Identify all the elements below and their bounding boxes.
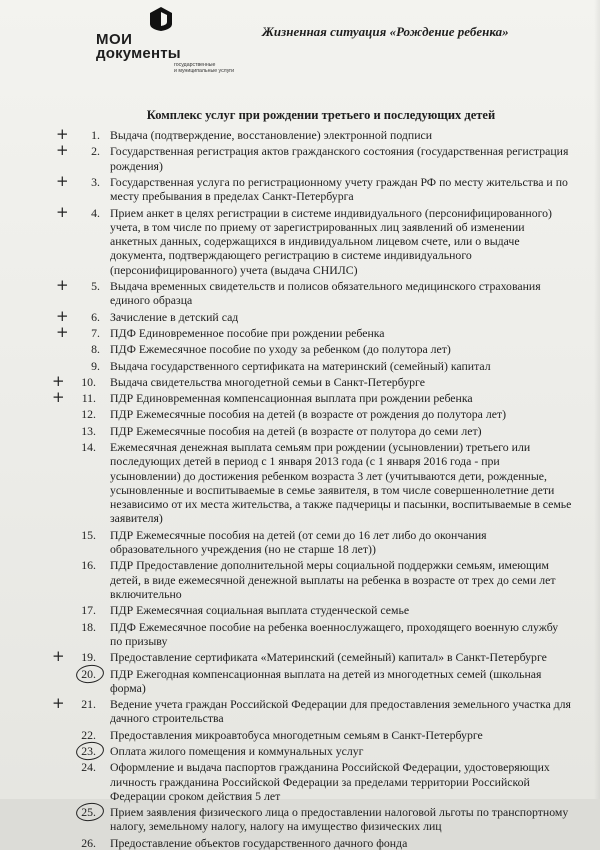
list-item-text	[110, 175, 580, 204]
handwritten-plus-icon: +	[52, 388, 65, 407]
list-item	[0, 359, 600, 373]
list-item-number: 20.	[81, 666, 96, 681]
handwritten-plus-icon: +	[52, 647, 65, 666]
page-shadow	[594, 0, 600, 799]
handwritten-plus-icon: +	[52, 694, 65, 713]
list-item-line: ПДФ Ежемесячное пособие на ребенка военнослужащего, проходящего военную службу	[110, 619, 559, 634]
list-item-number: 18.	[81, 619, 96, 634]
list-item-line: усыновлении) до достижения ребенком возраста 3 лет (учитываются дети, рожденные,	[110, 468, 547, 483]
list-item-line: заявителя)	[110, 511, 163, 526]
list-item	[0, 647, 600, 666]
list-item-line: ПДР Ежемесячная социальная выплата студенческой семье	[110, 603, 410, 618]
list-item-text	[110, 391, 580, 405]
list-item-line: Выдача свидетельства многодетной семьи в Санкт-Петербурге	[110, 374, 425, 389]
list-item-text	[110, 650, 580, 664]
list-item-number: 2.	[91, 144, 100, 159]
list-item-line: личность гражданина Российской Федерации за пределами территории Российской	[110, 774, 530, 789]
list-item-text	[110, 206, 580, 277]
list-item	[0, 125, 600, 143]
list-item-number: 9.	[91, 358, 100, 373]
list-item-line: Государственная регистрация актов гражданского состояния (государственная регистрация	[110, 144, 569, 159]
list-item-line: Зачисление в детский сад	[110, 309, 239, 324]
list-item-number: 25.	[81, 805, 96, 820]
list-item-line: Предоставление объектов государственного дачного фонда	[110, 835, 408, 850]
list-item-number: 3.	[91, 174, 100, 189]
list-item-text	[110, 144, 580, 173]
list-item-number: 21.	[81, 697, 96, 712]
list-item-text	[110, 836, 580, 850]
handwritten-plus-icon: +	[52, 371, 65, 390]
list-item-number: 26.	[81, 835, 96, 850]
list-item	[0, 728, 600, 742]
handwritten-plus-icon: +	[56, 171, 69, 190]
list-item-number: 8.	[91, 342, 100, 357]
list-item-line: дачного строительства	[110, 711, 224, 726]
list-item	[0, 694, 600, 726]
list-item	[0, 141, 600, 173]
list-item-text	[110, 326, 580, 340]
list-item	[0, 424, 600, 438]
list-item	[0, 322, 600, 341]
list-item-text	[110, 528, 580, 557]
list-item-line: ПДР Ежемесячные пособия на детей (в возрасте от рождения до полутора лет)	[110, 407, 507, 422]
list-item-number: 23.	[81, 744, 96, 758]
list-item-number: 4.	[91, 205, 100, 220]
list-item	[0, 202, 600, 278]
list-item-text	[110, 667, 580, 696]
list-item-line: Ведение учета граждан Российской Федерации для предоставления земельного участка для	[110, 697, 571, 712]
list-item	[0, 558, 600, 601]
list-item-number: 24.	[81, 760, 96, 775]
list-item	[0, 342, 600, 356]
list-item-line: налогу, земельному налогу, налогу на имущество физических лиц	[110, 819, 442, 834]
list-item-line: ПДР Ежемесячные пособия на детей (от семи до 16 лет либо до окончания	[110, 527, 487, 542]
list-item-line: ПДФ Ежемесячное пособие по уходу за ребенком (до полутора лет)	[110, 342, 451, 357]
list-item-line: Выдача временных свидетельств и полисов обязательного медицинского страхования	[110, 279, 541, 293]
list-item-line: последующих детей в период с 1 января 2013 года (с 1 января 2016 года - при	[110, 454, 500, 469]
list-item-line: форма)	[110, 680, 146, 695]
list-item-number: 19.	[81, 650, 96, 665]
list-item-text	[110, 760, 580, 803]
list-item-line: Прием анкет в целях регистрации в системе индивидуального (персонифицированного)	[110, 205, 552, 220]
list-item-number: 1.	[91, 128, 100, 142]
list-item-number: 5.	[91, 279, 100, 293]
list-item	[0, 744, 600, 758]
list-item-line: ПДР Ежемесячные пособия на детей (в возрасте от полутора до семи лет)	[110, 423, 482, 438]
list-item-line: месту пребывания в пределах Санкт-Петербурга	[110, 189, 354, 204]
moi-dokumenty-logo	[92, 6, 235, 76]
list-item	[0, 440, 600, 526]
list-item-number: 7.	[91, 325, 100, 340]
list-item-text	[110, 620, 580, 649]
list-item-text	[110, 697, 580, 726]
list-item-line: независимо от их места жительства, а также падчерицы и пасынки, воспитываемые в семье	[110, 497, 572, 512]
list-item-line: по призыву	[110, 633, 168, 648]
list-item-text	[110, 603, 580, 617]
list-item-text	[110, 440, 580, 526]
list-item-number: 12.	[81, 407, 96, 422]
section-title: Комплекс услуг при рождении третьего и последующих детей	[146, 108, 496, 122]
list-item	[0, 306, 600, 325]
list-item-line: Предоставление сертификата «Материнский (семейный) капитал» в Санкт-Петербурге	[110, 650, 547, 665]
list-item-line: Выдача государственного сертификата на материнский (семейный) капитал	[110, 358, 491, 373]
list-item-number: 13.	[81, 423, 96, 438]
page-header-title: Жизненная ситуация «Рождение ребенка»	[262, 24, 509, 39]
list-item-line: Государственная услуга по регистрационному учету граждан РФ по месту жительства и по	[110, 174, 568, 189]
list-item-text	[110, 128, 580, 142]
list-item-line: (персонифицированного) учета (выдача СНИЛС)	[110, 262, 358, 277]
list-item-number: 14.	[81, 440, 96, 454]
handwritten-plus-icon: +	[56, 202, 69, 221]
logo-emblem-icon	[148, 6, 174, 32]
list-item-line: учета, в том числе по приему от зарегистрированных лиц заявлений об изменении	[110, 219, 525, 234]
list-item-line: Выдача (подтверждение, восстановление) электронной подписи	[110, 128, 433, 142]
list-item-line: Оплата жилого помещения и коммунальных услуг	[110, 744, 364, 758]
list-item-text	[110, 805, 580, 834]
list-item	[0, 407, 600, 421]
list-item-line: ПДР Ежегодная компенсационная выплата на детей из многодетных семей (школьная	[110, 666, 542, 681]
list-item	[0, 620, 600, 649]
list-item	[0, 171, 600, 204]
list-item-number: 16.	[81, 558, 96, 573]
handwritten-plus-icon: +	[56, 125, 69, 143]
list-item-number: 10.	[81, 374, 96, 389]
list-item	[0, 603, 600, 617]
list-item-line: Прием заявления физического лица о предоставлении налоговой льготы по транспортному	[110, 805, 569, 820]
list-item-line: включительно	[110, 586, 182, 601]
logo-text-line2: документы	[96, 45, 181, 62]
list-item	[0, 276, 600, 308]
list-item-line: Федерации сроком действия 5 лет	[110, 788, 281, 803]
list-item-number: 15.	[81, 527, 96, 542]
list-item-text	[110, 375, 580, 389]
list-item-line: усыновленные и воспитываемые в семье заявителя, в том числе совершеннолетние дети	[110, 482, 555, 497]
list-item-text	[110, 424, 580, 438]
list-item-line: единого образца	[110, 293, 193, 308]
list-item-line: ПДР Предоставление дополнительной меры социальной поддержки семьям, имеющим	[110, 558, 549, 573]
list-item-text	[110, 342, 580, 356]
list-item	[0, 805, 600, 834]
list-item	[0, 667, 600, 696]
logo-text-line1: МОИ	[96, 31, 133, 48]
handwritten-plus-icon: +	[56, 306, 69, 325]
list-item	[0, 760, 600, 803]
list-item-line: Предоставления микроавтобуса многодетным семьям в Санкт-Петербурге	[110, 727, 483, 742]
list-item-text	[110, 728, 580, 742]
list-item-text	[110, 407, 580, 421]
list-item-text	[110, 359, 580, 373]
handwritten-plus-icon: +	[56, 276, 69, 294]
list-item-number: 6.	[91, 309, 100, 324]
list-item-text	[110, 279, 580, 308]
handwritten-plus-icon: +	[56, 141, 69, 160]
list-item-line: ПДФ Единовременное пособие при рождении ребенка	[110, 325, 385, 340]
list-item	[0, 388, 600, 407]
list-item	[0, 836, 600, 850]
list-item-line: Оформление и выдача паспортов гражданина Российской Федерации, удостоверяющих	[110, 760, 550, 775]
list-item	[0, 371, 600, 390]
list-item-line: анкетных данных, содержащихся в индивидуальном лицевом счете, или о выдаче	[110, 234, 520, 249]
logo-subtitle: государственные и муниципальные услуги	[174, 62, 235, 74]
list-item-line: детей, в виде ежемесячной денежной выплаты на ребенка в возрасте от трех до семи лет	[110, 572, 556, 587]
list-item-text	[110, 744, 580, 758]
list-item-line: документа, подтверждающего регистрацию в системе индивидуального	[110, 248, 472, 263]
list-item-number: 17.	[81, 603, 96, 618]
list-item-number: 11.	[81, 391, 96, 406]
list-item	[0, 528, 600, 557]
list-item-number: 22.	[81, 727, 96, 742]
list-item-text	[110, 310, 580, 324]
list-item-line: рождения)	[110, 158, 163, 173]
list-item-line: Ежемесячная денежная выплата семьям при рождении (усыновлении) третьего или	[110, 440, 531, 454]
handwritten-plus-icon: +	[56, 322, 69, 341]
list-item-line: образовательного учреждения (но не старше 18 лет))	[110, 542, 376, 557]
list-item-line: ПДР Единовременная компенсационная выплата при рождении ребенка	[110, 391, 473, 406]
list-item-text	[110, 558, 580, 601]
